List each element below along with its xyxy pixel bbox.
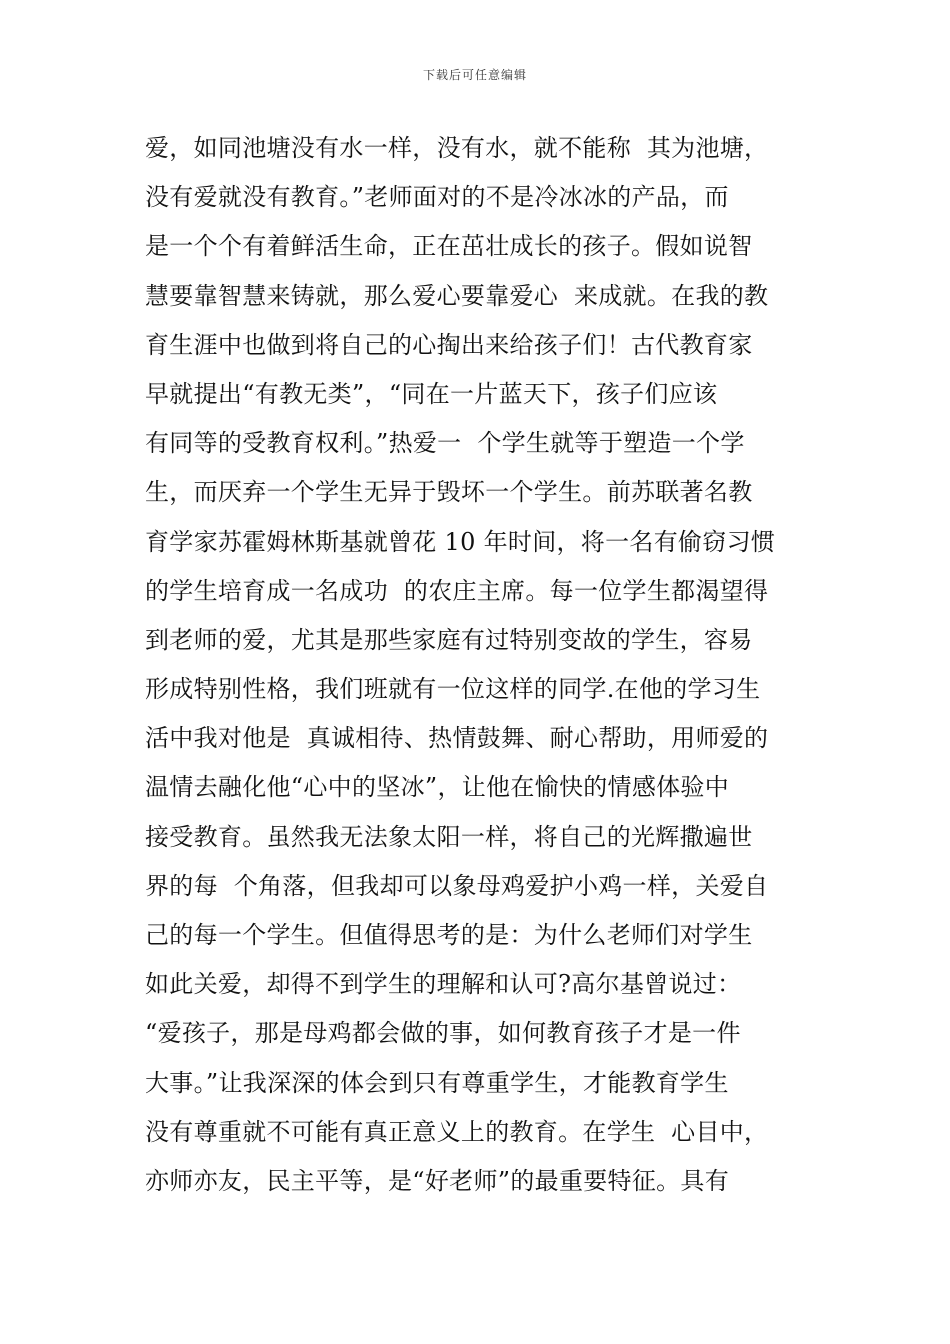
text-line: 己的每一个学生。但值得思考的是：为什么老师们对学生: [145, 921, 753, 949]
text-line: 没有尊重就不可能有真正意义上的教育。在学生 心目中，: [145, 1117, 769, 1146]
text-line: 早就提出“有教无类”，“同在一片蓝天下，孩子们应该: [145, 379, 718, 408]
text-line: 到老师的爱，尤其是那些家庭有过特别变故的学生，容易: [145, 625, 753, 654]
text-line: 大事。”让我深深的体会到只有尊重学生，才能教育学生: [145, 1068, 729, 1097]
text-line: 没有爱就没有教育。”老师面对的不是冷冰冰的产品，而: [145, 183, 729, 212]
text-line: 育学家苏霍姆林斯基就曾花 10 年时间，将一名有偷窃习惯: [145, 527, 776, 556]
text-line: 温情去融化他“心中的坚冰”，让他在愉快的情感体验中: [145, 773, 730, 802]
text-line: “爱孩子，那是母鸡都会做的事，如何教育孩子才是一件: [145, 1019, 741, 1048]
text-line: 的学生培育成一名成功 的农庄主席。每一位学生都渴望得: [145, 576, 769, 605]
text-line: 界的每 个角落，但我却可以象母鸡爱护小鸡一样，关爱自: [145, 871, 769, 900]
text-line: 亦师亦友，民主平等，是“好老师”的最重要特征。具有: [145, 1166, 730, 1195]
text-line: 爱，如同池塘没有水一样，没有水，就不能称 其为池塘，: [145, 134, 769, 162]
body-paragraph: [145, 128, 815, 1210]
text-line: 生，而厌弃一个学生无异于毁坏一个学生。前苏联著名教: [145, 478, 753, 507]
text-line: 慧要靠智慧来铸就，那么爱心要靠爱心 来成就。在我的教: [145, 281, 769, 310]
text-line: 活中我对他是 真诚相待、热情鼓舞、耐心帮助，用师爱的: [145, 724, 769, 753]
text-line: 接受教育。虽然我无法象太阳一样，将自己的光辉撒遍世: [145, 822, 753, 851]
text-line: 有同等的受教育权利。”热爱一 个学生就等于塑造一个学: [145, 429, 745, 458]
text-line: 如此关爱，却得不到学生的理解和认可?高尔基曾说过：: [145, 970, 742, 999]
text-line: 是一个个有着鲜活生命，正在茁壮成长的孩子。假如说智: [145, 232, 753, 261]
text-line: 育生涯中也做到将自己的心掏出来给孩子们！古代教育家: [145, 330, 753, 359]
text-line: 形成特别性格，我们班就有一位这样的同学.在他的学习生: [145, 675, 761, 704]
page-header: 下载后可任意编辑: [422, 68, 527, 82]
